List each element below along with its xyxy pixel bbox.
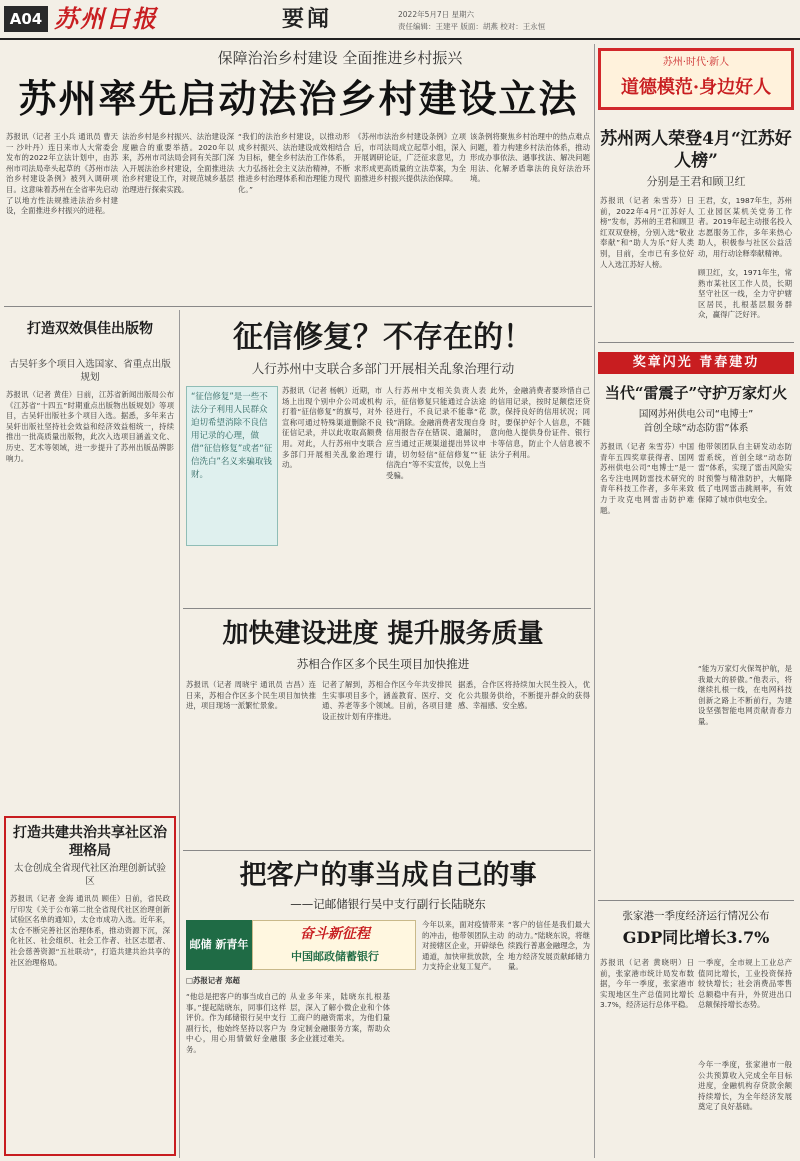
credit-subhead: 人行苏州中支联合多部门开展相关乱象治理行动 [251,361,515,376]
lead-kicker: 保障治治乡村建设 全面推进乡村振兴 [217,49,463,67]
section-divider [598,342,794,343]
customer-subhead: ——记邮储银行吴中支行副行长陆晓东 [290,897,486,911]
credit-headline: 征信修复？不存在的！ [233,320,533,355]
customer-column: “他总是把客户的事当成自己的事。”提起陆晓东，同事们这样评价。作为邮储银行吴中支行副行长，他始终坚持以客户为中心，用心用情做好金融服务。 [186,992,286,1054]
banner-youth-label: 邮储 新青年 [186,920,252,970]
lead-column: 该条例将聚焦乡村治理中的热点难点问题，着力构建乡村法治体系，推动形成办事依法、遇事找法、解决问题用法、化解矛盾靠法的良好法治环境。 [470,132,590,184]
lead-column: 《苏州市法治乡村建设条例》立项后，市司法局成立起草小组，深入开展调研论证，广泛征求意见，力求形成更高质量的立法草案，为全面推进乡村振兴提供法治保障。 [354,132,466,184]
service-column: 苏报讯（记者 周晓宇 通讯员 吉昌）连日来，苏相合作区多个民生项目加快推进，项目现场一派繁忙景象。 [186,680,316,711]
section-divider [4,306,592,307]
publishing-body: 苏报讯（记者 黄佳）日前，江苏省新闻出版局公布《江苏省“十四五”时期重点出版物出版规划》等项目，古吴轩出版社多个项目入选。据悉，多年来古吴轩出版社坚持社会效益和经济效益相统一，持续推出一批高质量出版物，此次入选项目涵盖文化、历史、艺术等领域，进一步提升了苏州出版品牌影响力。 [6,390,174,463]
psbc-logo-text: 中国邮政储蓄银行 [291,950,379,963]
good-people-column: 顾卫红，女，1971年生，常熟市某社区工作人员，长期坚守社区一线，全力守护辖区居民，扎根基层服务群众，赢得广泛好评。 [698,268,792,320]
award-headline: 当代“雷震子”守护万家灯火 [604,384,788,402]
service-column: 据悉，合作区将持续加大民生投入，优化公共服务供给，不断提升群众的获得感、幸福感、安全感。 [458,680,590,711]
publishing-subhead: 古吴轩多个项目入选国家、省重点出版规划 [9,359,171,383]
customer-headline: 把客户的事当成自己的事 [239,860,537,891]
service-column: 记者了解到，苏相合作区今年共安排民生实事项目多个，涵盖教育、医疗、交通、养老等多个领域。目前，各项目建设正按计划有序推进。 [322,680,452,721]
customer-column: 今年以来，面对疫情带来的冲击，他带领团队主动对接辖区企业，开辟绿色通道，加快审批放款，全力支持企业复工复产。 [422,920,504,972]
award-subhead: 首创全球“动态防雷”体系 [643,423,749,434]
gdp-kicker: 张家港一季度经济运行情况公布 [622,910,770,922]
community-governance-box [4,816,176,1156]
customer-byline: □苏报记者 郑超 [186,976,240,985]
award-subhead: 国网苏州供电公司“电博士” [638,409,754,420]
good-people-column: 王君，女，1987年生，苏州工业园区某机关党务工作者。2019年起主动报名投入志愿服务工作，多年来热心助人，积极参与社区公益活动，用行动诠释奉献精神。 [698,196,792,258]
column-divider [179,310,180,1158]
section-name: 要闻 [282,6,333,32]
gdp-headline: GDP同比增长3.7% [622,928,770,947]
service-subhead: 苏相合作区多个民生项目加快推进 [296,657,470,671]
good-people-subhead: 分别是王君和顾卫红 [646,175,746,188]
column-divider [594,44,595,1158]
date-line: 2022年5月7日 星期六 [398,10,475,19]
award-column: 苏报讯（记者 朱雪芬）中国青年五四奖章获得者、国网苏州供电公司“电博士”是一名专注电网防雷技术研究的青年科技工作者，多年来致力于攻克电网雷击防护难题。 [600,442,694,515]
publishing-headline: 打造双效俱佳出版物 [27,321,153,337]
banner-slogan: 奋斗新征程 [300,926,370,942]
page-number: A04 [4,6,48,32]
editor-line: 责任编辑：王建平 版面：胡燕 校对：王永恒 [398,22,546,31]
award-badge: 奖章闪光 青春建功 [598,352,794,374]
credit-column: 此外，金融消费者要珍惜自己的信用记录，按时足额偿还贷款，保持良好的信用状况；同时，要保护好个人信息，不随意向他人提供身份证件、银行卡等信息，防止个人信息被不法分子利用。 [490,386,590,459]
award-column: 他带领团队自主研发动态防雷系统，首创全球“动态防雷”体系，实现了雷击风险实时预警与精准防护，大幅降低了电网雷击跳闸率，有效保障了城市供电安全。 [698,442,792,504]
badge-main-text: 道德模范·身边好人 [620,77,772,98]
lead-column: “我们的法治乡村建设，以推动形成乡村振兴、法治建设成效相结合为目标，健全乡村法治工作体系，大力弘扬社会主义法治精神，不断推进乡村治理体系和治理能力现代化。” [238,132,350,194]
good-people-badge [598,48,794,110]
good-people-column: 苏报讯（记者 朱雪芬）日前，2022年4月“江苏好人榜”发布，苏州的王君和顾卫红双双登榜，分别入选“敬业奉献”和“助人为乐”好人类别，目前，全市已有多位好人入选江苏好人榜。 [600,196,694,269]
lead-headline: 苏州率先启动法治乡村建设立法 [18,76,579,121]
good-people-headline: 苏州两人荣登4月“江苏好人榜” [600,129,792,171]
credit-column: 苏报讯（记者 杨帆）近期，市场上出现个别中介公司或机构打着“征信修复”的旗号，对外宣称可通过特殊渠道删除不良征信记录，并以此收取高额费用。对此，人行苏州中支联合多部门开展相关乱象治理行动。 [282,386,382,470]
community-headline: 打造共建共治共享社区治理格局 [13,825,167,859]
masthead [0,0,800,40]
gdp-column: 苏报讯（记者 黄晓明）日前，张家港市统计局发布数据，今年一季度，张家港市实现地区生产总值同比增长3.7%，经济运行总体平稳。 [600,958,694,1010]
customer-column: “客户的信任是我们最大的动力。”陆晓东说，将继续践行普惠金融理念，为地方经济发展贡献邮储力量。 [508,920,590,972]
badge-top-text: 苏州·时代·新人 [662,57,730,68]
credit-sidebar-box: “征信修复”是一些不法分子利用人民群众迫切希望消除不良信用记录的心理，做借“征信修复”或者“征信洗白”名义来骗取钱财。 [186,386,278,546]
section-divider [598,900,794,901]
credit-column: 人行苏州中支相关负责人表示，征信修复只能通过合法途径进行，不良记录不能靠“花钱”消除。金融消费者发现自身信用报告存在错误、遗漏时，应当通过正规渠道提出异议申请，切勿轻信“征信修复”“征信洗白”等不实宣传，以免上当受骗。 [386,386,486,480]
lead-column: 法治乡村是乡村振兴、法治建设深度融合的重要举措。2020年以来，苏州市司法局会同有关部门深入开展法治乡村建设，全面推进法治乡村建设工作，对规范城乡基层治理进行探索实践。 [122,132,234,194]
banner-slogan-area [252,920,416,970]
gdp-column: 一季度，全市规上工业总产值同比增长，工业投资保持较快增长；社会消费品零售总额稳中有升，外贸进出口总额保持增长态势。 [698,958,792,1010]
community-subhead: 太仓创成全省现代社区治理创新试验区 [13,863,166,887]
lead-column: 苏报讯（记者 王小兵 通讯员 曹天一 沙叶丹）连日来市人大常委会发布的2022年立法计划中，由苏州市司法局牵头起草的《苏州市法治乡村建设条例》被列入调研项目。这意味着苏州在全省率先启动了以地方性法规推进法治乡村建设，全面推进乡村振兴的进程。 [6,132,118,216]
section-divider [183,850,591,851]
customer-column: 从业多年来，陆晓东扎根基层，深入了解小微企业和个体工商户的融资需求，为他们量身定制金融服务方案，帮助众多企业渡过难关。 [290,992,390,1044]
community-body: 苏报讯（记者 金海 通讯员 顾佳）日前，省民政厅印发《关于公布第二批全省现代社区治理创新试验区名单的通知》，太仓市成功入选。近年来，太仓不断完善社区治理体系，推动资源下沉，深化社区、社会组织、社会工作者、社区志愿者、社会慈善资源“五社联动”，打造共建共治共享的社区治理格局。 [10,894,170,967]
service-headline: 加快建设进度 提升服务质量 [222,619,544,649]
paper-name-logo: 苏州日报 [54,4,158,33]
section-divider [183,608,591,609]
gdp-column: 今年一季度，张家港市一般公共预算收入完成全年目标进度，金融机构存贷款余额持续增长，为全年经济发展奠定了良好基础。 [698,1060,792,1112]
psbc-banner [186,920,416,970]
award-column: “能为万家灯火保驾护航，是我最大的骄傲。”他表示，将继续扎根一线，在电网科技创新之路上不断前行，为建设坚强智能电网贡献青春力量。 [698,664,792,726]
